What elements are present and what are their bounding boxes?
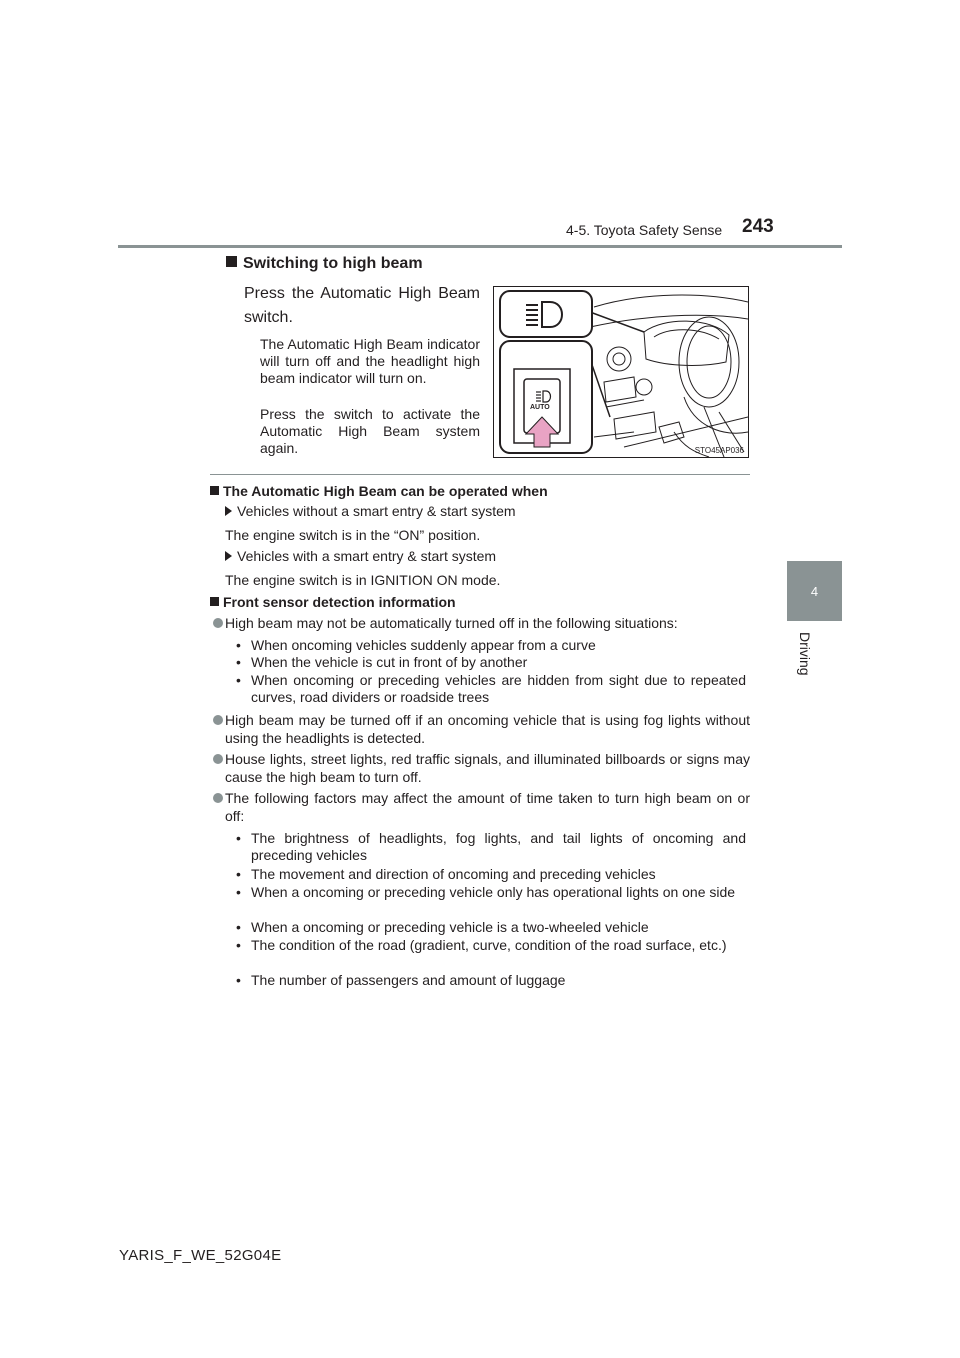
- circle-bullet-icon: [213, 793, 223, 803]
- section-divider: [210, 474, 750, 475]
- without-smart-text: The engine switch is in the “ON” position.: [225, 527, 481, 543]
- sensor-heading: Front sensor detection information: [210, 593, 750, 611]
- circle-bullet-icon: [213, 754, 223, 764]
- chapter-tab[interactable]: [787, 561, 842, 621]
- with-smart-text: The engine switch is in IGNITION ON mode.: [225, 572, 501, 588]
- switching-heading-text: Switching to high beam: [243, 255, 423, 272]
- sensor-sub-item: • When oncoming vehicles suddenly appear from a curve: [236, 637, 596, 653]
- without-smart-heading: Vehicles without a smart entry & start system: [225, 502, 765, 520]
- header-rule: [118, 245, 842, 248]
- triangle-bullet-icon: [225, 551, 232, 561]
- sensor-bullet-3: House lights, street lights, red traffic signals, and illuminated billboards or signs may cause the high beam to turn off.: [225, 750, 750, 786]
- switching-heading: [226, 255, 423, 273]
- sensor-sub-item: • When oncoming or preceding vehicles are hidden from sight due to repeated curves, road dividers or roadside trees: [236, 672, 746, 705]
- factor-item: • The condition of the road (gradient, curve, condition of the road surface, etc.): [236, 937, 727, 953]
- square-bullet-icon: [210, 486, 219, 495]
- circle-bullet-icon: [213, 715, 223, 725]
- triangle-bullet-icon: [225, 506, 232, 516]
- chapter-label: Driving: [797, 632, 813, 676]
- dashboard-illustration: [493, 286, 749, 458]
- square-bullet-icon: [226, 256, 237, 267]
- factor-item: • When a oncoming or preceding vehicle only has operational lights on one side: [236, 884, 736, 900]
- switching-para-2: Press the switch to activate the Automatic High Beam system again.: [260, 406, 480, 456]
- dashboard-drawing: [494, 287, 748, 457]
- sensor-bullet-2: High beam may be turned off if an oncoming vehicle that is using fog lights without using the headlights is detected.: [225, 711, 750, 747]
- factor-item: • The brightness of headlights, fog lights, and tail lights of oncoming and preceding vehicles: [236, 830, 746, 863]
- sensor-bullet-1: High beam may not be automatically turned off in the following situations:: [225, 614, 750, 632]
- operated-heading: The Automatic High Beam can be operated when: [210, 482, 750, 500]
- factor-item: • The movement and direction of oncoming and preceding vehicles: [236, 866, 656, 882]
- page-number: 243: [742, 216, 774, 237]
- section-title: 4-5. Toyota Safety Sense: [566, 222, 723, 238]
- switching-para-1: The Automatic High Beam indicator will turn off and the headlight high beam indicator will turn on.: [260, 336, 480, 386]
- chapter-number: 4: [810, 583, 819, 599]
- with-smart-heading: Vehicles with a smart entry & start system: [225, 547, 765, 565]
- square-bullet-icon: [210, 597, 219, 606]
- sensor-sub-item: • When the vehicle is cut in front of by another: [236, 654, 528, 670]
- factor-item: • The number of passengers and amount of luggage: [236, 972, 566, 988]
- factor-item: • When a oncoming or preceding vehicle is a two-wheeled vehicle: [236, 919, 649, 935]
- figure-code: STO45AP036: [694, 446, 744, 455]
- circle-bullet-icon: [213, 618, 223, 628]
- document-code: YARIS_F_WE_52G04E: [119, 1247, 282, 1264]
- switch-auto-label: AUTO: [530, 404, 550, 411]
- sensor-bullet-4: The following factors may affect the amount of time taken to turn high beam on or off:: [225, 789, 750, 825]
- switching-intro: Press the Automatic High Beam switch.: [244, 285, 480, 326]
